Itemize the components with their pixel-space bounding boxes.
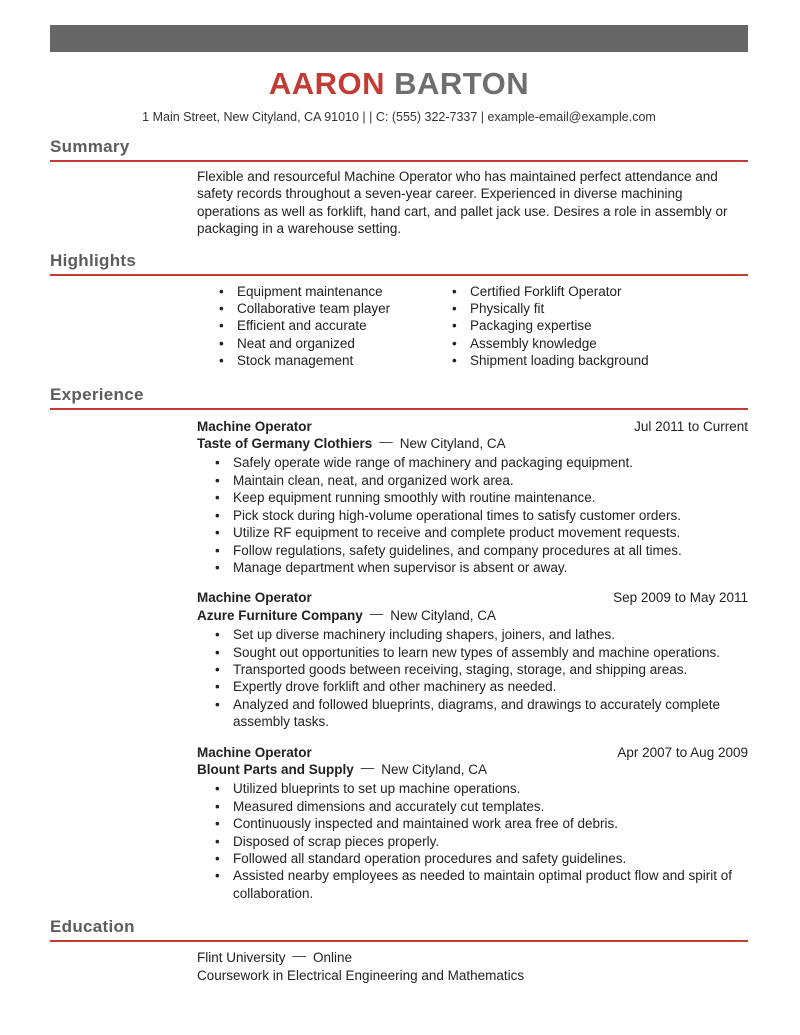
highlight-item-text: Packaging expertise bbox=[470, 318, 592, 334]
highlight-item bbox=[452, 352, 649, 369]
job-bullet-item bbox=[215, 780, 748, 797]
bullet-icon: • bbox=[452, 283, 457, 299]
company-name: Azure Furniture Company bbox=[197, 607, 363, 623]
bullet-icon: • bbox=[452, 318, 457, 334]
education-mode: Online bbox=[313, 950, 353, 966]
bullet-icon: • bbox=[215, 525, 220, 541]
highlight-item-text: Shipment loading background bbox=[470, 353, 649, 369]
summary-text: Flexible and resourceful Machine Operator who has maintained perfect attendance and safety records throughout a seven-year career. Experienced in diverse machining operations as well as forklift, hand cart, and pallet jack use. Desires a role in assembly or packaging in a warehouse setting. bbox=[197, 169, 728, 237]
job-bullet-item-text: Analyzed and followed blueprints, diagrams, and drawings to accurately complete assembly tasks. bbox=[233, 696, 721, 730]
job-bullet-item bbox=[215, 507, 748, 524]
job-location: New Cityland, CA bbox=[390, 607, 497, 623]
job-bullet-item-text: Pick stock during high-volume operational times to satisfy customer orders. bbox=[233, 507, 681, 523]
job-bullet-item-text: Followed all standard operation procedures and safety guidelines. bbox=[233, 851, 627, 866]
section-summary bbox=[50, 137, 748, 238]
highlight-item-text: Equipment maintenance bbox=[237, 283, 383, 299]
job-bullet-item bbox=[215, 661, 748, 678]
job-bullet-item bbox=[215, 833, 748, 850]
job-bullet-item-text: Continuously inspected and maintained work area free of debris. bbox=[233, 816, 618, 832]
job-bullet-item bbox=[215, 542, 748, 559]
job-bullet-item bbox=[215, 850, 748, 867]
first-name: AARON bbox=[268, 66, 386, 101]
job-entry bbox=[197, 589, 748, 730]
job-title: Machine Operator bbox=[197, 590, 312, 606]
highlights-column-1 bbox=[197, 283, 430, 370]
highlight-item bbox=[219, 317, 430, 334]
highlights-column-2 bbox=[430, 283, 649, 370]
job-title: Machine Operator bbox=[197, 744, 312, 760]
bullet-icon: • bbox=[215, 798, 220, 814]
bullet-icon: • bbox=[215, 816, 220, 832]
job-bullet-item bbox=[215, 867, 748, 902]
highlight-item-text: Certified Forklift Operator bbox=[470, 283, 622, 299]
bullet-icon: • bbox=[452, 301, 457, 317]
job-bullet-item-text: Assisted nearby employees as needed to maintain optimal product flow and spirit of collaboration. bbox=[233, 868, 733, 901]
candidate-name bbox=[50, 66, 748, 102]
job-bullet-item-text: Measured dimensions and accurately cut templates. bbox=[233, 798, 545, 814]
bullet-icon: • bbox=[219, 318, 224, 334]
highlight-item bbox=[452, 300, 649, 317]
highlight-item bbox=[219, 352, 430, 369]
job-dates: Apr 2007 to Aug 2009 bbox=[617, 744, 748, 760]
bullet-icon: • bbox=[215, 679, 220, 695]
bullet-icon: • bbox=[215, 851, 220, 866]
highlight-item bbox=[452, 283, 649, 300]
job-bullet-item-text: Transported goods between receiving, staging, storage, and shipping areas. bbox=[233, 661, 688, 677]
bullet-icon: • bbox=[219, 301, 224, 317]
job-bullet-item-text: Manage department when supervisor is absent or away. bbox=[233, 559, 568, 575]
job-location: New Cityland, CA bbox=[399, 436, 506, 452]
job-bullet-item bbox=[215, 454, 748, 471]
job-dates: Jul 2011 to Current bbox=[634, 418, 748, 434]
job-title: Machine Operator bbox=[197, 418, 312, 434]
bullet-icon: • bbox=[452, 335, 457, 351]
company-name: Blount Parts and Supply bbox=[197, 761, 354, 777]
highlight-item bbox=[219, 283, 430, 300]
job-bullet-item-text: Disposed of scrap pieces properly. bbox=[233, 833, 440, 849]
job-bullets bbox=[197, 626, 748, 730]
bullet-icon: • bbox=[215, 507, 220, 523]
job-dates: Sep 2009 to May 2011 bbox=[613, 590, 748, 606]
highlight-item-text: Neat and organized bbox=[237, 335, 355, 351]
job-bullet-item-text: Utilize RF equipment to receive and complete product movement requests. bbox=[233, 525, 681, 541]
bullet-icon: • bbox=[215, 472, 220, 488]
section-title-experience: Experience bbox=[50, 385, 748, 410]
bullet-icon: • bbox=[452, 353, 457, 369]
dash-separator: — bbox=[369, 605, 384, 621]
bullet-icon: • bbox=[215, 833, 220, 849]
bullet-icon: • bbox=[215, 559, 220, 575]
job-bullet-item-text: Utilized blueprints to set up machine operations. bbox=[233, 781, 521, 797]
bullet-icon: • bbox=[215, 661, 220, 677]
dash-separator: — bbox=[292, 948, 307, 964]
job-bullets bbox=[197, 454, 748, 576]
job-bullet-item-text: Sought out opportunities to learn new types of assembly and machine operations. bbox=[233, 644, 721, 660]
bullet-icon: • bbox=[219, 335, 224, 351]
section-highlights bbox=[50, 251, 748, 370]
section-title-education: Education bbox=[50, 917, 748, 942]
highlight-item-text: Stock management bbox=[237, 353, 354, 369]
bullet-icon: • bbox=[215, 868, 220, 884]
jobs-container bbox=[50, 418, 748, 903]
job-bullet-item bbox=[215, 626, 748, 643]
job-bullet-item bbox=[215, 472, 748, 489]
job-bullet-item-text: Safely operate wide range of machinery and packaging equipment. bbox=[233, 455, 634, 471]
highlight-item bbox=[219, 300, 430, 317]
job-bullet-item bbox=[215, 798, 748, 815]
highlight-item bbox=[219, 335, 430, 352]
section-education bbox=[50, 917, 748, 984]
job-bullet-item-text: Follow regulations, safety guidelines, and company procedures at all times. bbox=[233, 542, 682, 558]
job-bullet-item bbox=[215, 489, 748, 506]
job-bullet-item bbox=[215, 644, 748, 661]
highlight-item bbox=[452, 317, 649, 334]
company-name: Taste of Germany Clothiers bbox=[197, 436, 373, 452]
bullet-icon: • bbox=[219, 283, 224, 299]
job-bullet-item bbox=[215, 524, 748, 541]
bullet-icon: • bbox=[215, 542, 220, 558]
section-experience bbox=[50, 385, 748, 903]
bullet-icon: • bbox=[215, 455, 220, 471]
job-entry bbox=[197, 744, 748, 903]
dash-separator: — bbox=[379, 434, 393, 450]
contact-line: 1 Main Street, New Cityland, CA 91010 | | C: (555) 322-7337 | example-email@example.com bbox=[142, 110, 656, 124]
job-entry bbox=[197, 418, 748, 577]
dash-separator: — bbox=[360, 759, 375, 775]
bullet-icon: • bbox=[215, 627, 220, 643]
header-bar bbox=[50, 25, 748, 52]
job-bullet-item-text: Maintain clean, neat, and organized work area. bbox=[233, 472, 514, 488]
bullet-icon: • bbox=[215, 644, 220, 660]
job-bullet-item bbox=[215, 696, 748, 731]
bullet-icon: • bbox=[215, 696, 220, 712]
highlight-item bbox=[452, 335, 649, 352]
highlight-item-text: Physically fit bbox=[470, 301, 545, 317]
bullet-icon: • bbox=[219, 353, 224, 369]
job-bullet-item-text: Keep equipment running smoothly with routine maintenance. bbox=[233, 490, 596, 506]
job-bullet-item bbox=[215, 559, 748, 576]
job-bullets bbox=[197, 780, 748, 902]
section-title-summary: Summary bbox=[50, 137, 748, 162]
education-coursework: Coursework in Electrical Engineering and Mathematics bbox=[197, 967, 525, 983]
job-location: New Cityland, CA bbox=[381, 761, 488, 777]
section-title-highlights: Highlights bbox=[50, 251, 748, 276]
highlight-item-text: Collaborative team player bbox=[237, 301, 391, 317]
highlight-item-text: Efficient and accurate bbox=[237, 318, 367, 334]
bullet-icon: • bbox=[215, 781, 220, 797]
job-bullet-item bbox=[215, 678, 748, 695]
job-bullet-item bbox=[215, 815, 748, 832]
education-school-line bbox=[197, 949, 748, 966]
bullet-icon: • bbox=[215, 490, 220, 506]
school-name: Flint University bbox=[197, 950, 286, 966]
job-bullet-item-text: Expertly drove forklift and other machinery as needed. bbox=[233, 679, 557, 695]
highlight-item-text: Assembly knowledge bbox=[470, 335, 597, 351]
job-bullet-item-text: Set up diverse machinery including shapers, joiners, and lathes. bbox=[233, 627, 615, 643]
last-name: BARTON bbox=[394, 66, 530, 101]
